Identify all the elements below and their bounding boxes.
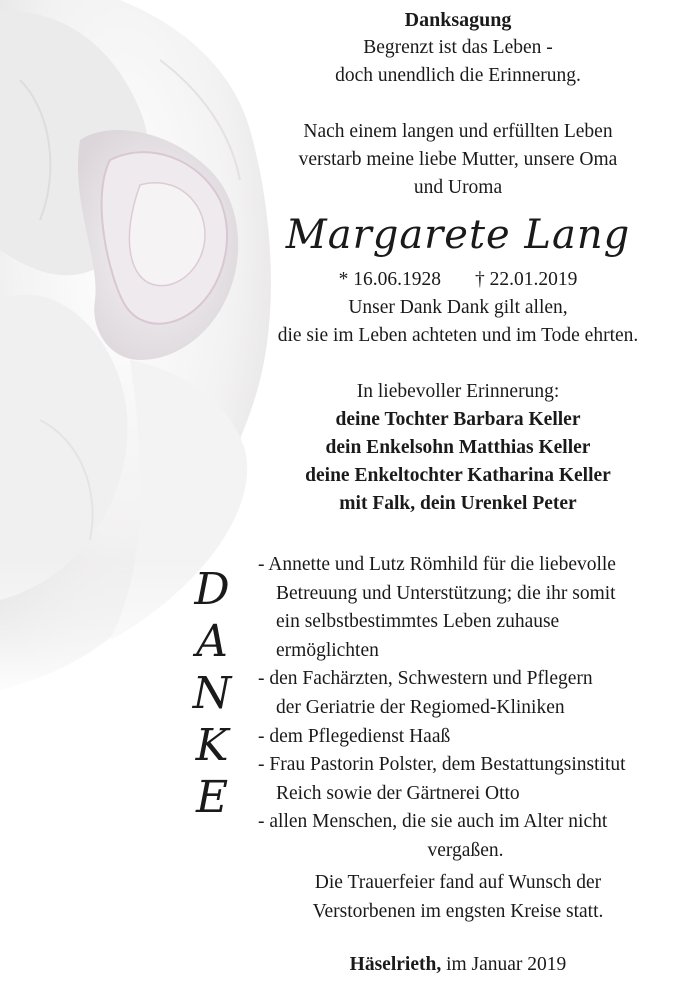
thanks-item: - den Fachärzten, Schwestern und Pflegern xyxy=(258,668,593,690)
danke-vertical-word xyxy=(182,564,242,824)
thanks-item-continued: ermöglichten xyxy=(276,639,379,661)
thanks-item: - allen Menschen, die sie auch im Alter nicht xyxy=(258,811,608,833)
death-date: † 22.01.2019 xyxy=(475,269,578,290)
danke-letter: E xyxy=(195,772,229,823)
thanks-item-continued: Reich sowie der Gärtnerei Otto xyxy=(276,782,520,804)
thanks-item: - Frau Pastorin Polster, dem Bestattungsinstitut xyxy=(258,754,626,776)
place: Häselrieth, xyxy=(349,954,442,975)
memory-intro: In liebevoller Erinnerung: xyxy=(356,381,560,402)
place-and-date xyxy=(240,951,676,979)
danke-letter: A xyxy=(196,616,228,667)
intro-line: verstarb meine liebe Mutter, unsere Oma xyxy=(298,149,618,170)
intro-line: Nach einem langen und erfüllten Leben xyxy=(303,121,613,142)
thanks-item-continued: der Geriatrie der Regiomed-Kliniken xyxy=(276,696,565,718)
funeral-note xyxy=(240,869,676,926)
family-member: mit Falk, dein Urenkel Peter xyxy=(339,493,577,514)
thanks-item-continued: ein selbstbestimmtes Leben zuhause xyxy=(276,611,560,633)
family-member: dein Enkelsohn Matthias Keller xyxy=(325,437,591,458)
thanks-item-continued: vergaßen. xyxy=(427,839,504,861)
notice-main-text xyxy=(240,0,676,518)
date: im Januar 2019 xyxy=(446,954,567,975)
birth-date: * 16.06.1928 xyxy=(338,269,441,290)
intro-line: und Uroma xyxy=(413,177,503,198)
family-member: deine Tochter Barbara Keller xyxy=(335,409,581,430)
family-member: deine Enkeltochter Katharina Keller xyxy=(305,465,611,486)
deceased-name: Margarete Lang xyxy=(285,212,631,258)
thanks-item: - dem Pflegedienst Haaß xyxy=(258,725,451,747)
thanks-item-continued: Betreuung und Unterstützung; die ihr somit xyxy=(276,582,616,604)
danke-letter: N xyxy=(192,668,232,719)
thanks-item: - Annette und Lutz Römhild für die liebevolle xyxy=(258,554,616,575)
gratitude-line: Unser Dank Dank gilt allen, xyxy=(348,297,568,318)
heading: Danksagung xyxy=(404,9,512,31)
danke-letter: D xyxy=(194,564,230,615)
funeral-note-line: Verstorbenen im engsten Kreise statt. xyxy=(312,900,604,922)
funeral-note-line: Die Trauerfeier fand auf Wunsch der xyxy=(314,872,602,893)
life-dates xyxy=(240,266,676,294)
danke-letter: K xyxy=(195,720,229,771)
motto-line: doch unendlich die Erinnerung. xyxy=(335,65,581,86)
gratitude-line: die sie im Leben achteten und im Tode ehrten. xyxy=(277,325,639,346)
thanks-list xyxy=(258,551,673,866)
motto-line: Begrenzt ist das Leben - xyxy=(363,37,553,58)
